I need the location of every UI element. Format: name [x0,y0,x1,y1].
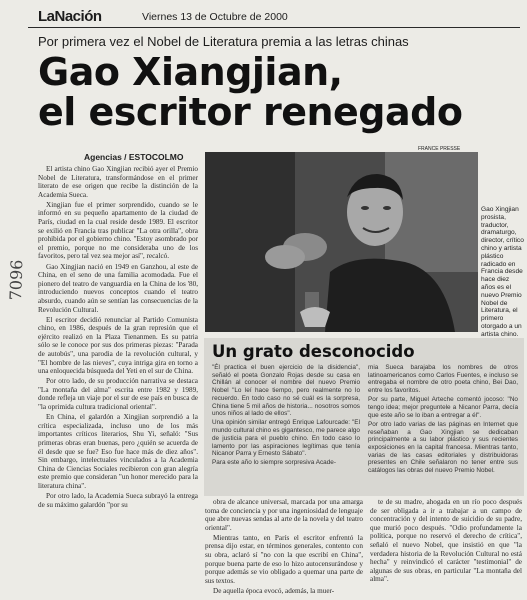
portrait-photo [205,152,478,332]
headline-line-1: Gao Xiangjian, [38,50,343,94]
handwritten-number: 7096 [6,259,27,301]
paragraph: Xingjian fue el primer sorprendido, cuando se le informó en su pequeño apartamento de la ciudad de París, ciudad en la cual reside desde 1989. El escritor se exilió en Francia tras publicar "La otra orilla", obra prohibida por el gobierno chino. "Estoy asombrado por el premio, porque no me consideraba uno de los favoritos, pero tal vez sea mejor así", recalcó. [38,200,198,261]
publication-date: Viernes 13 de Octubre de 2000 [142,11,288,23]
paragraph: "Él practica el buen ejercicio de la disidencia", señaló el poeta Gonzalo Rojas desde su casa en Chillán al conocer el nombre del nuevo Premio Nobel "Lo leí hace tiempo, pero realmente no lo recuerdo. En todo caso no sé cuál es la sorpresa, China tiene 5 mil años de historia... nosotros somos unos niños al lado de ellos". [212,364,360,418]
paragraph: En China, el galardón a Xingjian sorprendió a la crítica especializada, incluso uno de los más importantes críticos literarios, Shu Yi, señaló: "Sus primeras obras eran buenas, pero ¿quién se acuerda de él desde que se fue? Eso fue hace más de diez años". Sin embargo, intelectuales vinculados a la Academia China de Ciencias Sociales recibieron con gran alegría este premio que consideran "un honor merecido para la literatura china". [38,413,198,490]
sidebar-column-left [212,364,360,469]
article-column-2 [205,498,363,597]
paragraph: te de su madre, ahogada en un río poco después de ser obligada a ir a trabajar a un campo de concentración y del intento de suicidio de su padre, que murió poco después. "Odio profundamente la política, porque no reservó el derecho de crítica", señaló el nuevo Nobel, que insistió en que "la verdadera historia de la Revolución Cultural no está hecha" y reinvindicó el carácter "testimonial" de algunas de sus obras, en particular "La montaña del alma". [370,498,522,584]
article-column-1 [38,165,198,511]
portrait-illustration [205,152,478,332]
headline [38,52,518,132]
paragraph: Por otro lado, la Academia Sueca subrayó la entrega de su máximo galardón "por su [38,491,198,509]
paragraph: Por su parte, Miguel Arteche comentó jocoso: "No tengo idea; mejor preguntele a Nicanor Parra, decía que este año se lo iban a entregar a él". [368,396,518,419]
photo-credit: FRANCE PRESSE [418,146,461,152]
photo-caption: Gao Xingjian prosista, traductor, dramaturgo, director, crítico chino y artista plástico radicado en Francia desde hace diez años es el nuevo Premio Nobel de Literatura, el primero otorgado a un artista chino. [481,206,524,338]
masthead-rule [28,27,520,28]
paragraph: Para este año lo siempre sorpresiva Acade- [212,459,336,467]
paragraph: El artista chino Gao Xingjian recibió ayer el Premio Nobel de Literatura, transformándose en el primer literato de ese origen que recibe la distinción de la Academia Sueca. [38,165,198,199]
masthead-logo: LaNación [38,8,102,25]
paragraph: Mientras tanto, en París el escritor enfrentó la prensa dijo estar, en términos generales, contento con su obra, aclaró sí "no con la que escribí en China", porque buena parte de eso lo hizo autocensurándose y porque además se vio obligado a quemar una parte de sus textos. [205,533,363,585]
sidebar-column-right [368,364,518,476]
sidebar-title: Un grato desconocido [212,342,415,361]
paragraph: Por otro lado, de su producción narrativa se destaca "La montaña del alma" escrita entre 1982 y 1989, donde refleja un viaje por el sur de ese país en busca de "la oprimida cultura tradicional oriental". [38,377,198,412]
article-column-3 [370,498,522,585]
byline: Agencias / ESTOCOLMO [84,152,184,162]
paragraph: mia Sueca barajaba los nombres de otros latinoamericanos como Carlos Fuentes, e incluso se entregaba el nombre de otro poeta chino, Bei Dao, entre los favoritos. [368,364,518,395]
paragraph: Gao Xingjian nació en 1949 en Ganzhou, al este de China, en el seno de una familia acomodada. Fue el pionero del teatro de vanguardia en la China de los '80, introduciendo nuevos conceptos cuando el teatro absurdo, cuando aún se sentían las consecuencias de la Revolución Cultural. [38,262,198,314]
headline-line-2: el escritor renegado [38,90,463,134]
paragraph: Por otro lado varias de las páginas en Internet que reseñaban a Gao Xingjian se dedicaban principalmente a su labor plástico y sus recientes exposiciones en la capital francesa. Mientras tanto, varias de las casas editoriales y distribuidoras presentes en Chile señalaron no tener entre sus catálogos las obras del nuevo Premio Nobel. [368,420,518,475]
paragraph: De aquella época evocó, además, la muer- [213,586,335,595]
paragraph: El escritor decidió renunciar al Partido Comunista chino, en 1986, después de la gran represión que el ejército realizó en la Plaza Tienanmen. Es su patria sólo se le conoce por sus dos primeras piezas: "Parada de autobús", una parodia de la revolución cultural, y "El hombre de las nieves", cuya intriga gira en torno a una enloquecida búsqueda del Yeti en el sur de China. [38,315,198,376]
kicker: Por primera vez el Nobel de Literatura premia a las letras chinas [38,34,409,49]
paragraph: obra de alcance universal, marcada por una amarga toma de conciencia y por una ingeniosidad de lenguaje que abre nuevas sendas al arte de la novela y del teatro oriental". [205,498,363,532]
paragraph: Una opinión similar entregó Enrique Lafourcade: "El mundo cultural chino es gigantesco, me parece algo de justicia para el pueblo chino. En todo caso lo lamento por las aspiraciones legítimas que tenía Nicanor Parra y Ernesto Sábato". [212,419,360,458]
